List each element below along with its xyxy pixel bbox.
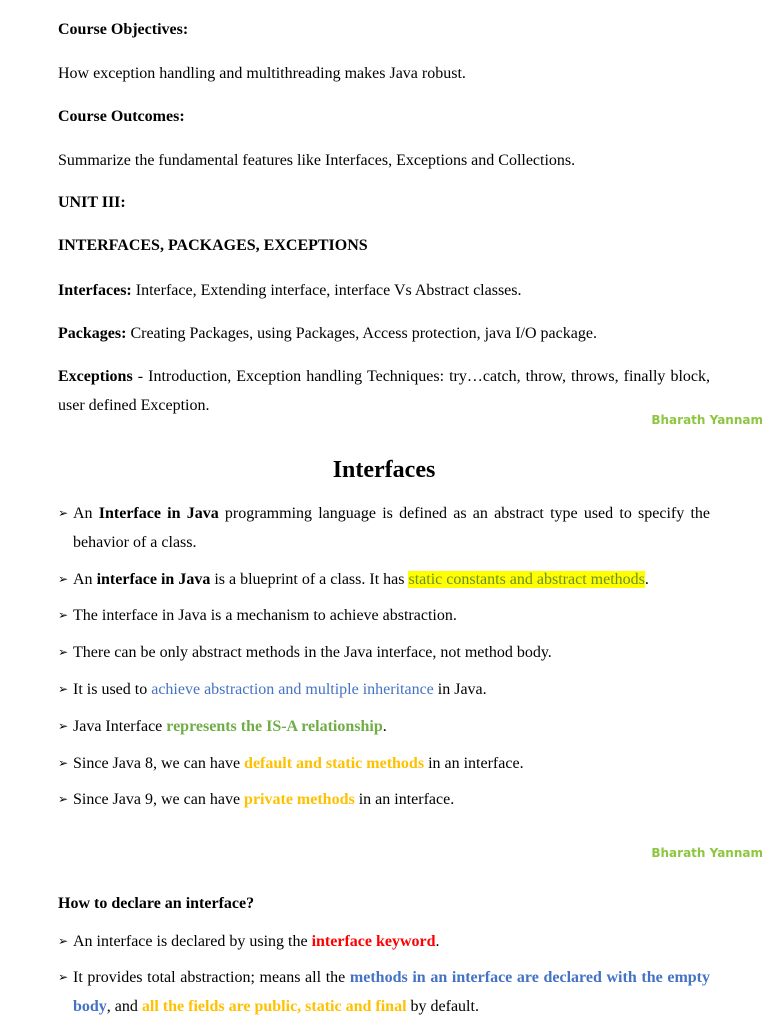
bullet-item xyxy=(58,749,710,778)
bullet-text: programming language is defined as an abstract type used to specify the behavior of a class. xyxy=(73,505,710,551)
bullet-text: . xyxy=(644,571,649,588)
course-objectives-title: Course Objectives: xyxy=(58,21,189,38)
bullet-text: Since Java 8, we can have xyxy=(73,755,245,772)
bullet-bold: interface in Java xyxy=(96,571,211,588)
bullet-item xyxy=(58,963,710,1021)
bullet-text: An xyxy=(73,505,99,522)
arrow-bullet-icon: ➢ xyxy=(58,792,69,806)
syllabus-interfaces-label: Interfaces: xyxy=(58,282,132,299)
bullet-text: by default. xyxy=(406,998,479,1015)
bullet-text: in an interface. xyxy=(354,791,455,808)
syllabus-packages-label: Packages: xyxy=(58,325,127,342)
author-credit: Bharath Yannam xyxy=(651,413,763,427)
arrow-bullet-icon: ➢ xyxy=(58,934,69,948)
arrow-bullet-icon: ➢ xyxy=(58,682,69,696)
highlighted-text: static constants and abstract methods xyxy=(408,571,645,588)
interfaces-heading: Interfaces xyxy=(332,457,436,483)
bullet-text: Since Java 9, we can have xyxy=(73,791,245,808)
bullet-text: It provides total abstraction; means all the xyxy=(73,969,350,986)
bullet-text: . xyxy=(435,933,440,950)
orange-text: default and static methods xyxy=(244,755,425,772)
bullet-text: An xyxy=(73,571,97,588)
bullet-item xyxy=(58,675,710,704)
arrow-bullet-icon: ➢ xyxy=(58,572,69,586)
arrow-bullet-icon: ➢ xyxy=(58,756,69,770)
bullet-item xyxy=(58,499,710,557)
arrow-bullet-icon: ➢ xyxy=(58,608,69,622)
bullet-item xyxy=(58,785,710,814)
course-outcomes-title: Course Outcomes: xyxy=(58,108,185,125)
bullet-text: is a blueprint of a class. It has xyxy=(210,571,409,588)
bullet-item xyxy=(58,712,710,741)
arrow-bullet-icon: ➢ xyxy=(58,719,69,733)
syllabus-interfaces-text: Interface, Extending interface, interface Vs Abstract classes. xyxy=(131,282,522,299)
arrow-bullet-icon: ➢ xyxy=(58,970,69,984)
syllabus-exceptions xyxy=(58,362,710,420)
blue-text: methods in an interface are declared with the empty body xyxy=(73,969,710,1015)
unit-title: INTERFACES, PACKAGES, EXCEPTIONS xyxy=(58,237,368,254)
bullet-item xyxy=(58,927,710,956)
arrow-bullet-icon: ➢ xyxy=(58,645,69,659)
orange-text: private methods xyxy=(244,791,355,808)
bullet-text: It is used to xyxy=(73,681,152,698)
author-credit: Bharath Yannam xyxy=(651,846,763,860)
green-text: represents the IS-A relationship xyxy=(166,718,383,735)
bullet-item xyxy=(58,601,710,630)
bullet-item xyxy=(58,638,710,667)
syllabus-packages-text: Creating Packages, using Packages, Access protection, java I/O package. xyxy=(126,325,597,342)
bullet-text: Java Interface xyxy=(73,718,167,735)
blue-text: achieve abstraction and multiple inheritance xyxy=(151,681,434,698)
unit-label: UNIT III: xyxy=(58,194,126,211)
bullet-text: An interface is declared by using the xyxy=(73,933,312,950)
red-text: interface keyword xyxy=(311,933,436,950)
syllabus-exceptions-text: - Introduction, Exception handling Techniques: try…catch, throw, throws, finally block, user defined Exception. xyxy=(58,368,710,414)
syllabus-exceptions-label: Exceptions xyxy=(58,368,133,385)
bullet-text: , and xyxy=(106,998,142,1015)
declare-title: How to declare an interface? xyxy=(58,895,255,912)
bullet-text: There can be only abstract methods in the Java interface, not method body. xyxy=(73,644,552,661)
bullet-bold: Interface in Java xyxy=(98,505,219,522)
orange-text: all the fields are public, static and final xyxy=(141,998,407,1015)
course-objectives-text: How exception handling and multithreading makes Java robust. xyxy=(58,65,466,82)
syllabus-packages xyxy=(58,319,710,348)
course-outcomes-text: Summarize the fundamental features like Interfaces, Exceptions and Collections. xyxy=(58,152,576,169)
bullet-text: . xyxy=(382,718,387,735)
bullet-text: in an interface. xyxy=(424,755,524,772)
arrow-bullet-icon: ➢ xyxy=(58,506,69,520)
bullet-text: in Java. xyxy=(433,681,487,698)
bullet-text: The interface in Java is a mechanism to achieve abstraction. xyxy=(73,607,457,624)
bullet-item xyxy=(58,565,710,594)
syllabus-interfaces xyxy=(58,276,710,305)
